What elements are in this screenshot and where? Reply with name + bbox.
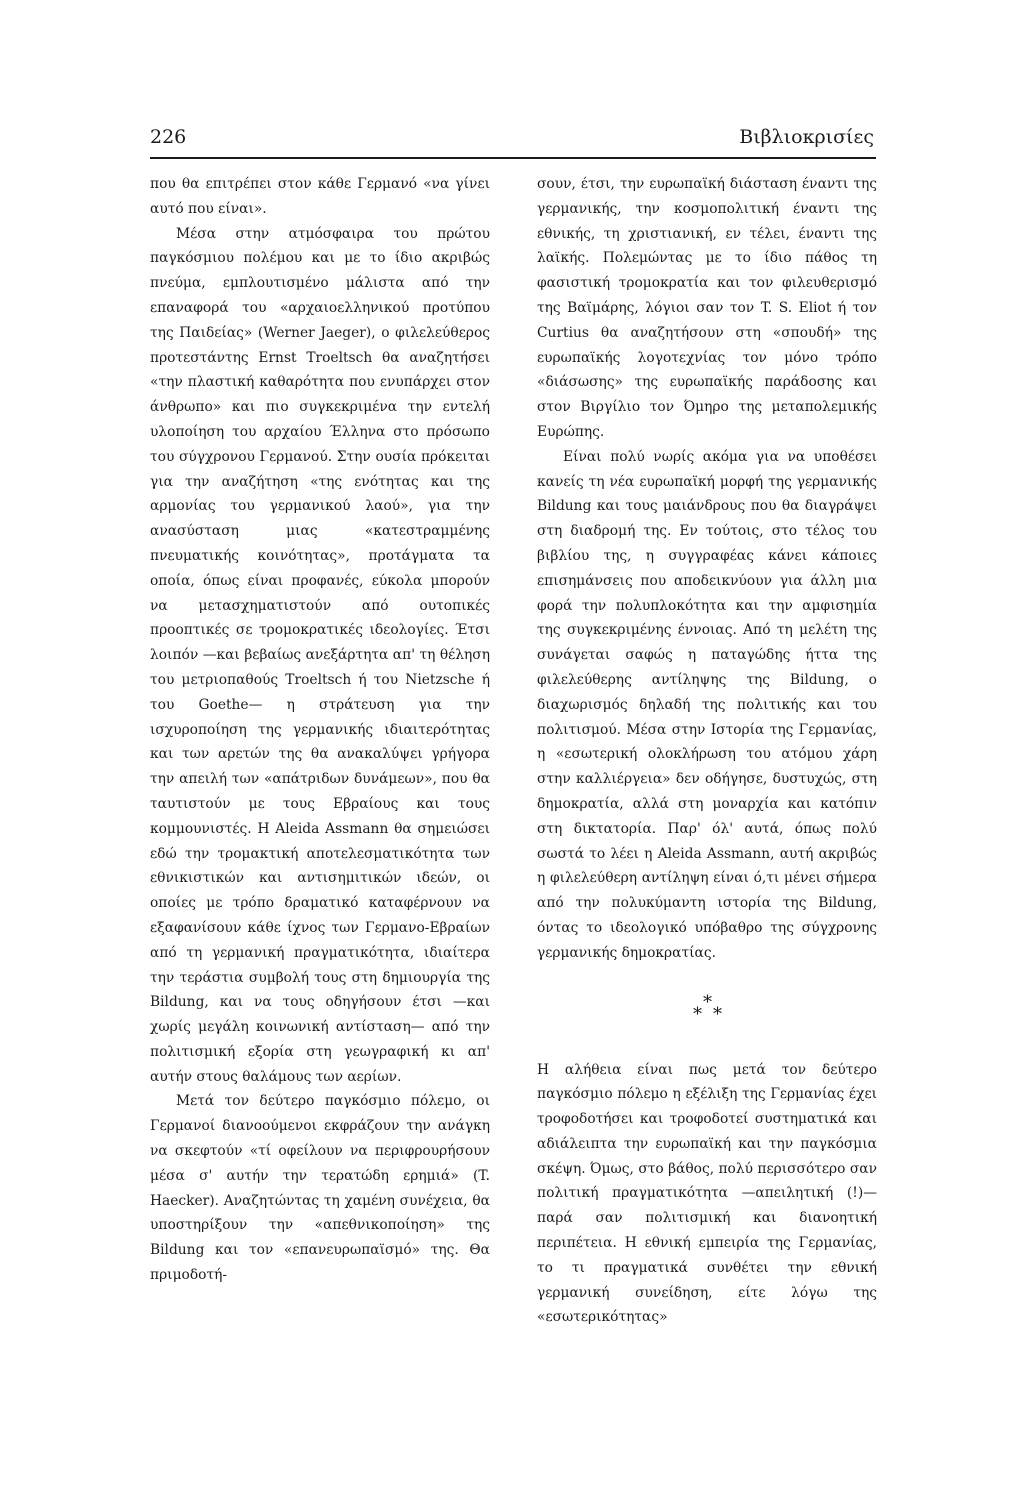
left-paragraph-2: Μέσα στην ατμόσφαιρα του πρώτου παγκόσμιου πολέμου και με το ίδιο ακριβώς πνεύμα, εμπλουτισμένο μάλιστα από την επαναφορά του «αρχαιοελληνικού προτύπου της Παιδείας» (Werner Jaeger), ο φιλελεύθερος προτεστάντης Ernst Troeltsch θα αναζητήσει «την πλαστική καθαρότητα που ενυπάρχει στον άνθρωπο» και πιο συγκεκριμένα την εντελή υλοποίηση του αρχαίου Έλληνα στο πρόσωπο του σύγχρονου Γερμανού. Στην ουσία πρόκειται για την αναζήτηση «της ενότητας και της αρμονίας του γερμανικού λαού», για την ανασύσταση μιας «κατεστραμμένης πνευματικής κοινότητας», προτάγματα τα οποία, όπως είναι προφανές, εύκολα μπορούν να μετασχηματιστούν από ουτοπικές προοπτικές σε τρομοκρατικές ιδεολογίες. Έτσι λοιπόν —και βεβαίως ανεξάρτητα απ' τη θέληση του μετριοπαθούς Troeltsch ή του Nietzsche ή του Goethe— η στράτευση για την ισχυροποίηση της γερμανικής ιδιαιτερότητας και των αρετών της θα ανακαλύψει γρήγορα την απειλή των «απάτριδων δυνάμεων», που θα ταυτιστούν με τους Εβραίους και τους κομμουνιστές. Η Aleida Assmann θα σημειώσει εδώ την τρομακτική αποτελεσματικότητα των εθνικιστικών και αντισημιτικών ιδεών, οι οποίες με τρόπο δραματικό καταφέρνουν να εξαφανίσουν κάθε ίχνος των Γερμανο-Εβραίων από τη γερμανική πραγματικότητα, ιδιαίτερα την τεράστια συμβολή τους στη δημιουργία της Bildung, και να τους οδηγήσουν έτσι —και χωρίς μεγάλη κοινωνική αντίσταση— από την πολιτισμική εξορία στη γεωγραφική κι απ' αυτήν στους θαλάμους των αερίων. [150, 225, 490, 1085]
left-paragraph-1: που θα επιτρέπει στον κάθε Γερμανό «να γίνει αυτό που είναι». [150, 176, 490, 217]
right-paragraph-3: Η αλήθεια είναι πως μετά τον δεύτερο παγκόσμιο πόλεμο η εξέλιξη της Γερμανίας έχει τροφοδοτήσει και τροφοδοτεί συστηματικά και αδιάλειπτα την ευρωπαϊκή και την παγκόσμια σκέψη. Όμως, στο βάθος, πολύ περισσότερο σαν πολιτική πραγματικότητα —απειλητική (!)— παρά σαν πολιτισμική και διανοητική περιπέτεια. Η εθνική εμπειρία της Γερμανίας, το τι πραγματικά συνθέτει την εθνική γερμανική συνείδηση, είτε λόγω της «εσωτερικότητας» [537, 1061, 877, 1326]
page-number: 226 [150, 126, 187, 148]
asterism-star-left: * [693, 1003, 702, 1025]
left-column [150, 172, 490, 1288]
left-paragraph-3: Μετά τον δεύτερο παγκόσμιο πόλεμο, οι Γερμανοί διανοούμενοι εκφράζουν την ανάγκη να σκεφτούν «τί οφείλουν να περιφρουρήσουν μέσα σ' αυτήν την τερατώδη ερημιά» (T. Haecker). Αναζητώντας τη χαμένη συνέχεια, θα υποστηρίξουν την «απεθνικοποίηση» της Bildung και τον «επανευρωπαϊσμό» της. Θα πριμοδοτή- [150, 1093, 490, 1284]
header-rule [150, 157, 876, 159]
section-break-asterism [537, 988, 877, 1044]
asterism-star-top: * [703, 991, 712, 1013]
running-title: Βιβλιοκρισίες [739, 126, 874, 148]
right-paragraph-1: σουν, έτσι, την ευρωπαϊκή διάσταση έναντι της γερμανικής, την κοσμοπολιτική έναντι της εθνικής, τη χριστιανική, εν τέλει, έναντι της λαϊκής. Πολεμώντας με το ίδιο πάθος τη φασιστική τρομοκρατία και τον φιλευθερισμό της Βαϊμάρης, λόγιοι σαν τον T. S. Eliot ή τον Curtius θα αναζητήσουν στη «σπουδή» της ευρωπαϊκής λογοτεχνίας τον μόνο τρόπο «διάσωσης» της ευρωπαϊκής παράδοσης και στον Βιργίλιο τον Όμηρο της μεταπολεμικής Ευρώπης. [537, 176, 877, 440]
right-paragraph-2: Είναι πολύ νωρίς ακόμα για να υποθέσει κανείς τη νέα ευρωπαϊκή μορφή της γερμανικής Bildung και τους μαιάνδρους που θα διαγράψει στη διαδρομή της. Εν τούτοις, στο τέλος του βιβλίου της, η συγγραφέας κάνει κάποιες επισημάνσεις που αποδεικνύουν για άλλη μια φορά την πολυπλοκότητα και την αμφισημία της συγκεκριμένης έννοιας. Από τη μελέτη της συνάγεται σαφώς η παταγώδης ήττα της φιλελεύθερης αντίληψης της Bildung, ο διαχωρισμός δηλαδή της πολιτικής και του πολιτισμού. Μέσα στην Ιστορία της Γερμανίας, η «εσωτερική ολοκλήρωση του ατόμου χάρη στην καλλιέργεια» δεν οδήγησε, δυστυχώς, στη δημοκρατία, αλλά στη μοναρχία και κατόπιν στη δικτατορία. Παρ' όλ' αυτά, όπως πολύ σωστά το λέει η Aleida Assmann, αυτή ακριβώς η φιλελεύθερη αντίληψη είναι ό,τι μένει σήμερα από την πολυκύμαντη ιστορία της Bildung, όντας το ιδεολογικό υπόβαθρο της σύγχρονης γερμανικής δημοκρατίας. [537, 448, 877, 961]
asterism-star-right: * [713, 1003, 722, 1025]
right-column [537, 172, 877, 1330]
